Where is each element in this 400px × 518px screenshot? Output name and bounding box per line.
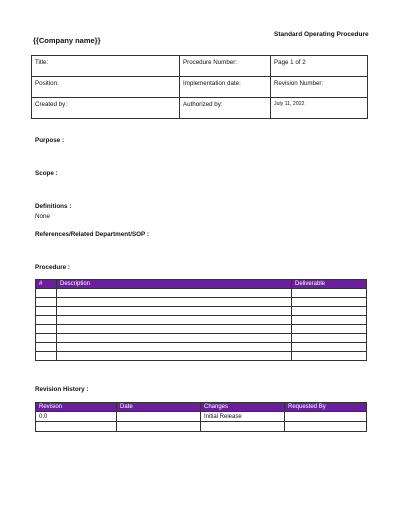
revision-number-field: Revision Number:	[271, 77, 368, 98]
company-name: {{Company name}}	[33, 36, 101, 45]
purpose-label: Purpose :	[35, 137, 65, 144]
table-cell	[57, 298, 292, 307]
table-cell	[292, 289, 367, 298]
table-cell	[292, 334, 367, 343]
authorized-by-field: Authorized by:	[180, 98, 271, 119]
procedure-table	[35, 279, 367, 361]
table-cell	[292, 298, 367, 307]
date-cell	[117, 412, 201, 422]
revision-table-header	[36, 403, 367, 412]
table-cell	[57, 316, 292, 325]
definitions-value: None	[35, 213, 51, 220]
page-count-field: Page 1 of 2	[271, 56, 368, 77]
table-cell	[57, 334, 292, 343]
revision-header-changes: Changes	[201, 403, 285, 412]
table-row	[36, 316, 367, 325]
info-row	[32, 77, 368, 98]
revision-cell	[36, 422, 117, 432]
revision-header-requested-by: Requested By	[285, 403, 367, 412]
table-cell	[292, 343, 367, 352]
date-field: July 11, 2022	[271, 98, 368, 119]
table-cell	[292, 307, 367, 316]
table-cell	[36, 289, 57, 298]
table-cell	[57, 352, 292, 361]
procedure-header-deliverable: Deliverable	[292, 280, 367, 289]
table-cell	[292, 316, 367, 325]
info-table	[31, 55, 368, 119]
procedure-header-description: Description	[57, 280, 292, 289]
info-row	[32, 56, 368, 77]
title-field: Title:	[32, 56, 180, 77]
procedure-header-number: #	[36, 280, 57, 289]
position-field: Position:	[32, 77, 180, 98]
revision-history-label: Revision History :	[35, 386, 89, 393]
table-cell	[36, 307, 57, 316]
revision-cell: 0.0	[36, 412, 117, 422]
definitions-label: Definitions :	[35, 203, 72, 210]
revision-table	[35, 402, 367, 432]
created-by-field: Created by:	[32, 98, 180, 119]
table-row	[36, 325, 367, 334]
table-cell	[57, 325, 292, 334]
procedure-table-header	[36, 280, 367, 289]
changes-cell: Initial Release	[201, 412, 285, 422]
table-cell	[36, 334, 57, 343]
table-row	[36, 412, 367, 422]
table-cell	[36, 316, 57, 325]
table-row	[36, 352, 367, 361]
document-title: Standard Operating Procedure	[274, 31, 369, 38]
changes-cell	[201, 422, 285, 432]
table-cell	[36, 325, 57, 334]
table-cell	[57, 343, 292, 352]
table-cell	[292, 352, 367, 361]
revision-header-revision: Revision	[36, 403, 117, 412]
implementation-date-field: Implementation date:	[180, 77, 271, 98]
references-label: References/Related Department/SOP :	[35, 231, 149, 238]
requested-by-cell	[285, 422, 367, 432]
table-cell	[57, 307, 292, 316]
table-cell	[36, 298, 57, 307]
table-row	[36, 289, 367, 298]
table-row	[36, 307, 367, 316]
revision-header-date: Date	[117, 403, 201, 412]
table-cell	[57, 289, 292, 298]
table-row	[36, 422, 367, 432]
table-row	[36, 343, 367, 352]
requested-by-cell	[285, 412, 367, 422]
table-cell	[292, 325, 367, 334]
scope-label: Scope :	[35, 170, 58, 177]
table-cell	[36, 343, 57, 352]
info-row	[32, 98, 368, 119]
table-row	[36, 334, 367, 343]
date-cell	[117, 422, 201, 432]
table-row	[36, 298, 367, 307]
table-cell	[36, 352, 57, 361]
procedure-label: Procedure :	[35, 264, 70, 271]
procedure-number-field: Procedure Number:	[180, 56, 271, 77]
